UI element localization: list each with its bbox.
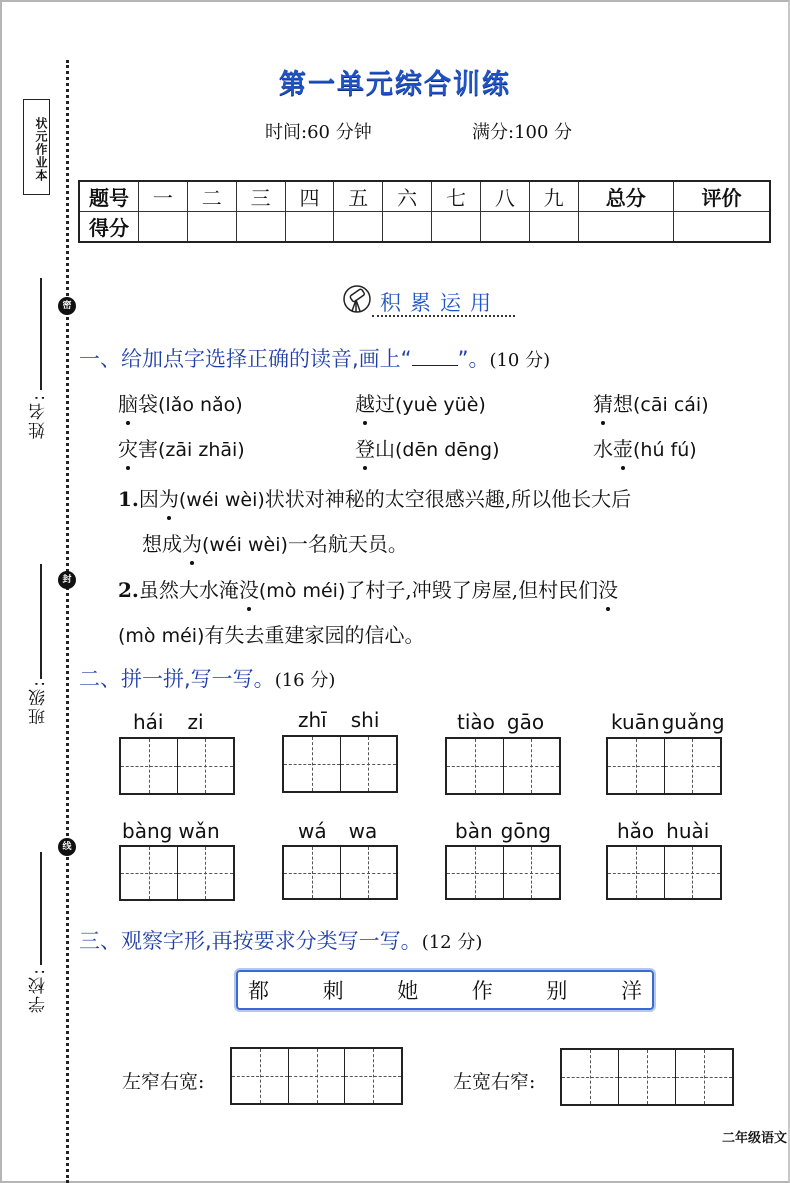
q1-item bbox=[593, 388, 709, 417]
sentence-text: 了村子,冲毁了房屋,但村民们 bbox=[345, 578, 599, 602]
score-col: 四 bbox=[285, 181, 334, 212]
tian-grid[interactable] bbox=[119, 737, 235, 795]
score-cell[interactable] bbox=[383, 212, 432, 243]
pinyin-syllable: zhī bbox=[298, 708, 327, 732]
dotted-char: 没 bbox=[239, 574, 259, 603]
score-col-total: 总分 bbox=[578, 181, 673, 212]
tian-grid[interactable] bbox=[606, 845, 722, 900]
score-table-row-label: 题号 bbox=[79, 181, 139, 212]
score-cell[interactable] bbox=[480, 212, 529, 243]
grid-cell[interactable] bbox=[676, 1050, 732, 1104]
grid-cell[interactable] bbox=[447, 739, 504, 793]
tian-grid-left-wide[interactable] bbox=[560, 1048, 734, 1106]
pinyin-syllable: hǎo bbox=[617, 819, 655, 843]
grid-cell[interactable] bbox=[284, 737, 341, 791]
word-rest: 过 bbox=[375, 392, 395, 416]
pinyin-syllable: wá bbox=[298, 819, 327, 843]
dotted-char: 壶 bbox=[613, 433, 633, 462]
q3-score: (12 分) bbox=[421, 932, 483, 953]
score-table bbox=[78, 180, 771, 243]
grid-cell[interactable] bbox=[665, 847, 721, 898]
section-banner-label: 积累运用 bbox=[380, 291, 500, 315]
grid-pinyin bbox=[457, 710, 544, 734]
class-field-line[interactable] bbox=[40, 564, 42, 679]
grid-cell[interactable] bbox=[619, 1050, 676, 1104]
score-col: 三 bbox=[236, 181, 285, 212]
tian-grid[interactable] bbox=[282, 845, 398, 900]
pinyin-syllable: guǎng bbox=[661, 710, 725, 734]
pinyin-options[interactable]: (dēn dēng) bbox=[395, 439, 500, 461]
word-rest: 袋 bbox=[138, 392, 158, 416]
score-cell[interactable] bbox=[673, 212, 770, 243]
q1-text-end: ”。 bbox=[457, 347, 490, 371]
q1-item bbox=[118, 433, 245, 462]
char-item: 别 bbox=[546, 979, 568, 1003]
q1-item bbox=[593, 433, 697, 462]
score-col-eval: 评价 bbox=[673, 181, 770, 212]
grid-cell[interactable] bbox=[447, 847, 504, 898]
banner-dotted-underline bbox=[372, 315, 515, 317]
score-cell[interactable] bbox=[529, 212, 578, 243]
grid-cell[interactable] bbox=[504, 739, 560, 793]
dotted-char: 没 bbox=[598, 574, 618, 603]
pinyin-syllable: bàng bbox=[122, 819, 173, 843]
grid-cell[interactable] bbox=[121, 847, 178, 899]
grid-cell[interactable] bbox=[178, 739, 234, 793]
score-col: 二 bbox=[187, 181, 236, 212]
grid-cell[interactable] bbox=[504, 847, 560, 898]
score-col: 九 bbox=[529, 181, 578, 212]
grid-cell[interactable] bbox=[608, 847, 665, 898]
q1-sentence-2-cont bbox=[118, 619, 424, 648]
score-cell[interactable] bbox=[187, 212, 236, 243]
grid-cell[interactable] bbox=[178, 847, 234, 899]
score-table-row-label: 得分 bbox=[79, 212, 139, 243]
sentence-text: 一名航天员。 bbox=[287, 532, 408, 556]
q1-item bbox=[355, 388, 486, 417]
dotted-char: 为 bbox=[182, 528, 202, 557]
telescope-icon bbox=[342, 285, 372, 319]
seal-mi: 密 bbox=[58, 297, 76, 315]
school-field-line[interactable] bbox=[40, 852, 42, 965]
full-score: 满分:100 分 bbox=[472, 122, 573, 143]
school-field-label: 学校: bbox=[29, 967, 49, 1013]
pinyin-options[interactable]: (hú fú) bbox=[633, 439, 697, 461]
score-col: 七 bbox=[432, 181, 481, 212]
grid-cell[interactable] bbox=[665, 739, 721, 793]
grid-pinyin bbox=[122, 819, 220, 843]
q2-score: (16 分) bbox=[274, 670, 336, 691]
q3-text: 观察字形,再按要求分类写一写。 bbox=[121, 929, 422, 953]
grid-cell[interactable] bbox=[289, 1049, 346, 1103]
pinyin-options[interactable]: (mò méi) bbox=[118, 625, 205, 647]
score-table-header-row bbox=[79, 181, 770, 212]
label-left-wide: 左宽右窄: bbox=[453, 1071, 536, 1093]
char-item: 她 bbox=[397, 979, 419, 1003]
character-list-box bbox=[236, 970, 654, 1010]
section-banner bbox=[342, 285, 517, 321]
sentence-text: 想成 bbox=[142, 532, 182, 556]
sentence-number: 1. bbox=[118, 487, 139, 511]
pinyin-options[interactable]: (lǎo nǎo) bbox=[158, 394, 243, 416]
pinyin-syllable: bàn bbox=[455, 819, 493, 843]
grid-cell[interactable] bbox=[608, 739, 665, 793]
dotted-char: 灾 bbox=[118, 433, 138, 462]
q2-text: 拼一拼,写一写。 bbox=[121, 667, 275, 691]
word-pre: 水 bbox=[593, 437, 613, 461]
dotted-char: 猜 bbox=[593, 388, 613, 417]
name-field-label: 姓名: bbox=[29, 393, 49, 439]
grid-pinyin bbox=[298, 708, 379, 732]
score-col: 一 bbox=[139, 181, 188, 212]
q1-sentence-2 bbox=[118, 574, 618, 603]
score-table-score-row bbox=[79, 212, 770, 243]
q1-item bbox=[355, 433, 500, 462]
char-item: 作 bbox=[471, 979, 493, 1003]
score-col: 八 bbox=[480, 181, 529, 212]
q1-sentence-1 bbox=[118, 483, 631, 512]
pinyin-options[interactable]: (yuè yüè) bbox=[395, 394, 486, 416]
q1-underline-sample bbox=[412, 351, 458, 366]
q1-prefix: 一、 bbox=[79, 347, 121, 371]
q2-prefix: 二、 bbox=[79, 667, 121, 691]
sentence-text: 因 bbox=[138, 487, 159, 511]
score-cell[interactable] bbox=[139, 212, 188, 243]
char-item: 洋 bbox=[620, 979, 642, 1003]
grid-cell[interactable] bbox=[121, 739, 178, 793]
char-item: 刺 bbox=[322, 979, 344, 1003]
score-cell[interactable] bbox=[285, 212, 334, 243]
grid-pinyin bbox=[298, 819, 377, 843]
q1-text: 给加点字选择正确的读音,画上“ bbox=[121, 347, 412, 371]
q1-sentence-1-cont bbox=[142, 528, 408, 557]
pinyin-syllable: hái bbox=[133, 710, 164, 734]
q1-title bbox=[79, 343, 550, 373]
sentence-text: 状状对神秘的太空很感兴趣,所以他长大后 bbox=[264, 487, 632, 511]
pinyin-syllable: huài bbox=[666, 819, 710, 843]
score-cell[interactable] bbox=[432, 212, 481, 243]
grid-cell[interactable] bbox=[345, 1049, 401, 1103]
score-col: 六 bbox=[383, 181, 432, 212]
tian-grid[interactable] bbox=[606, 737, 722, 795]
score-cell[interactable] bbox=[236, 212, 285, 243]
char-item: 都 bbox=[248, 979, 269, 1003]
grid-pinyin bbox=[611, 710, 725, 734]
q3-prefix: 三、 bbox=[79, 929, 121, 953]
tian-grid[interactable] bbox=[282, 735, 398, 793]
class-field-label: 班级: bbox=[29, 679, 49, 725]
sentence-text: 有失去重建家园的信心。 bbox=[204, 623, 425, 647]
dotted-char: 登 bbox=[355, 433, 375, 462]
pinyin-options[interactable]: (zāi zhāi) bbox=[158, 439, 245, 461]
tian-grid[interactable] bbox=[445, 737, 561, 795]
footer-grade-subject: 二年级语文 bbox=[721, 1131, 787, 1146]
pinyin-options[interactable]: (wéi wèi) bbox=[178, 489, 265, 511]
dotted-char: 越 bbox=[355, 388, 375, 417]
sentence-number: 2. bbox=[118, 578, 139, 602]
pinyin-options[interactable]: (mò méi) bbox=[258, 580, 346, 602]
pinyin-syllable: shi bbox=[350, 708, 380, 732]
pinyin-syllable: gōng bbox=[500, 819, 551, 843]
dotted-char: 脑 bbox=[118, 388, 138, 417]
word-rest: 山 bbox=[375, 437, 395, 461]
grid-pinyin bbox=[455, 819, 551, 843]
pinyin-options[interactable]: (wéi wèi) bbox=[202, 534, 288, 556]
pinyin-syllable: tiào bbox=[457, 710, 495, 734]
page-title: 第一单元综合训练 bbox=[279, 69, 511, 100]
tian-grid[interactable] bbox=[445, 845, 561, 900]
q2-title bbox=[79, 663, 335, 693]
grid-cell[interactable] bbox=[562, 1050, 619, 1104]
q3-title bbox=[79, 925, 482, 955]
pinyin-syllable: gāo bbox=[506, 710, 545, 734]
grid-cell[interactable] bbox=[341, 737, 397, 791]
pinyin-options[interactable]: (cāi cái) bbox=[633, 394, 709, 416]
score-cell[interactable] bbox=[578, 212, 673, 243]
brand-label: 状元作业本 bbox=[23, 99, 50, 195]
q1-score: (10 分) bbox=[489, 350, 551, 371]
pinyin-syllable: zi bbox=[187, 710, 204, 734]
word-rest: 害 bbox=[138, 437, 158, 461]
grid-pinyin bbox=[617, 819, 709, 843]
label-left-narrow: 左窄右宽: bbox=[122, 1071, 205, 1093]
score-col: 五 bbox=[334, 181, 383, 212]
grid-cell[interactable] bbox=[232, 1049, 289, 1103]
pinyin-syllable: kuān bbox=[611, 710, 660, 734]
score-cell[interactable] bbox=[334, 212, 383, 243]
pinyin-syllable: wa bbox=[348, 819, 378, 843]
q1-item bbox=[118, 388, 243, 417]
grid-cell[interactable] bbox=[341, 847, 397, 898]
seal-feng: 封 bbox=[58, 571, 76, 589]
grid-cell[interactable] bbox=[284, 847, 341, 898]
time-limit: 时间:60 分钟 bbox=[265, 122, 372, 143]
name-field-line[interactable] bbox=[40, 278, 42, 390]
pinyin-syllable: wǎn bbox=[178, 819, 220, 843]
grid-pinyin bbox=[133, 710, 204, 734]
tian-grid-left-narrow[interactable] bbox=[230, 1047, 403, 1105]
word-rest: 想 bbox=[613, 392, 633, 416]
seal-xian: 线 bbox=[58, 838, 76, 856]
dotted-char: 为 bbox=[159, 483, 179, 512]
sentence-text: 虽然大水淹 bbox=[138, 578, 239, 602]
binding-dotted-line bbox=[66, 60, 69, 1183]
tian-grid[interactable] bbox=[119, 845, 235, 901]
